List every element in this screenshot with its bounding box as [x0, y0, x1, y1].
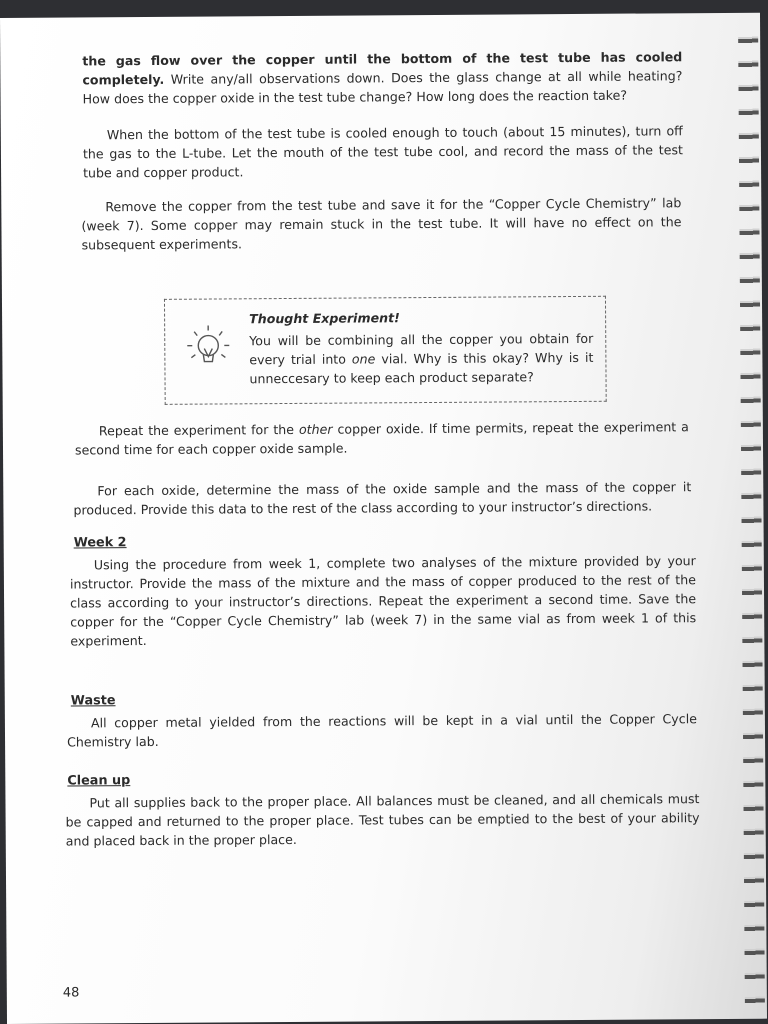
thought-text-b: vial. Why is this okay? Why is it unneccesary to keep each product separate?: [249, 349, 594, 387]
paragraph-cooling-bold: the gas flow over the copper until the bottom of the test tube has cooled completely.: [82, 49, 683, 88]
heading-clean-up: Clean up: [67, 773, 131, 789]
paragraph-waste: All copper metal yielded from the reactions will be kept in a vial until the Copper Cycle Chemistry lab.: [67, 711, 697, 750]
heading-waste: Waste: [70, 693, 116, 709]
paragraph-repeat-experiment: [75, 417, 689, 459]
thought-text-a: You will be combining all the copper you obtain for every trial into: [249, 330, 594, 368]
paragraph-cooling: [82, 47, 682, 108]
thought-experiment-text: [249, 329, 593, 388]
paragraph-clean-up: Put all supplies back to the proper place. All balances must be cleaned, and all chemicals must be capped and returned to the proper place. Test tubes can be emptied to the best of your ability and placed back in the proper place.: [65, 791, 700, 849]
lightbulb-icon: [177, 317, 239, 379]
repeat-text-em: other: [298, 421, 333, 437]
page-number: 48: [62, 985, 80, 1001]
heading-week-2: Week 2: [73, 535, 127, 551]
paragraph-remove-copper: Remove the copper from the test tube and save it for the “Copper Cycle Chemistry” lab (week 7). Some copper may remain stuck in the test tube. It will have no effect on the subsequent experiments.: [81, 195, 682, 253]
paragraph-turn-off-gas: When the bottom of the test tube is cooled enough to touch (about 15 minutes), turn off the gas to the L-tube. Let the mouth of the test tube cool, and record the mass of the test tube and copper product.: [82, 123, 683, 181]
thought-experiment-box: [164, 296, 607, 405]
thought-experiment-title: Thought Experiment!: [249, 310, 400, 327]
repeat-text-a: Repeat the experiment for the: [98, 421, 299, 439]
thought-text-em: one: [351, 351, 376, 367]
paragraph-week-2: Using the procedure from week 1, complete two analyses of the mixture provided by your instructor. Provide the mass of the mixture and the mass of copper produced to the rest of the class according to your instructor’s directions. Repeat the experiment a second time. Save the copper for the “Copper Cycle Chemistry” lab (week 7) in the same vial as from week 1 of this experiment.: [69, 553, 697, 649]
spiral-binding: [738, 23, 765, 1013]
document-page: [0, 13, 767, 1024]
repeat-text-b: copper oxide. If time permits, repeat the experiment a second time for each copper oxide sample.: [74, 419, 689, 458]
paragraph-cooling-rest: Write any/all observations down. Does the glass change at all while heating? How does the copper oxide in the test tube change? How long does the reaction take?: [82, 68, 683, 107]
paragraph-each-oxide: For each oxide, determine the mass of the oxide sample and the mass of the copper it produced. Provide this data to the rest of the class according to your instructor’s directions.: [73, 479, 692, 518]
